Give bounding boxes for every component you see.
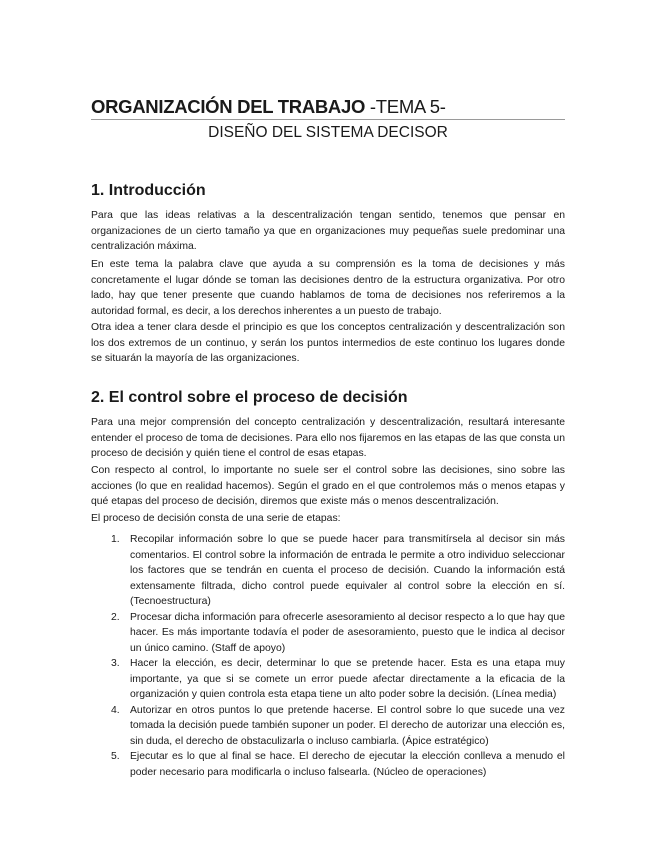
section-1-paragraph-2: En este tema la palabra clave que ayuda a su comprensión es la toma de decisiones y más concretamente el lugar dónde se toman las decisiones dentro de la estructura organizativa. Por otro lado, hay que tener presente que cuando hablamos de toma de decisiones nos referiremos a la autoridad formal, es decir, a los derechos inherentes a un puesto de trabajo. [91, 259, 565, 317]
document-title [91, 96, 565, 120]
list-item [91, 532, 565, 610]
list-item [91, 703, 565, 750]
list-item [91, 656, 565, 703]
section-1-paragraph-3: Otra idea a tener clara desde el principio es que los conceptos centralización y descentralización son los dos extremos de un continuo, y serán los puntos intermedios de este continuo los lugares donde se situarán la mayoría de las organizaciones. [91, 322, 565, 364]
list-item-number: 5. [111, 751, 120, 762]
section-1-paragraph-1: Para que las ideas relativas a la descentralización tengan sentido, tenemos que pensar en organizaciones de un cierto tamaño ya que en organizaciones muy pequeñas suele predominar una centralización máxima. [91, 210, 565, 252]
list-item-text: Recopilar información sobre lo que se puede hacer para transmitírsela al decisor sin más comentarios. El control sobre la información de entrada le permite a otro individuo seleccionar los factores que se tendrán en cuenta el proceso de decisión. Cuando la información está extensamente filtrada, dicho control puede equivaler al control sobre la elección en sí. (Tecnoestructura) [130, 534, 565, 607]
list-item-number: 4. [111, 704, 120, 716]
list-item-number: 2. [111, 611, 120, 623]
section-1-heading: 1. Introducción [91, 182, 206, 199]
decision-steps-list [91, 532, 565, 780]
title-bold: ORGANIZACIÓN DEL TRABAJO [91, 96, 366, 117]
list-item-text: Hacer la elección, es decir, determinar lo que se pretende hacer. Esta es una etapa muy importante, ya que si se comete un error puede afectar directamente a la eficacia de la organización y quien controla esta etapa tiene un alto poder sobre la decisión. (Línea media) [130, 658, 565, 700]
list-item-text: Procesar dicha información para ofrecerle asesoramiento al decisor respecto a lo que hay que hacer. Es más importante todavía el poder de asesoramiento, puesto que le indica al decisor un único camino. (Staff de apoyo) [130, 611, 565, 654]
document-subtitle: DISEÑO DEL SISTEMA DECISOR [208, 124, 448, 141]
list-item-number: 3. [111, 658, 120, 669]
list-item [91, 610, 565, 657]
list-item [91, 749, 565, 780]
list-item-text: Autorizar en otros puntos lo que pretende hacerse. El control sobre lo que sucede una vez tomada la decisión puede también suponer un poder. El derecho de autorizar una elección es, sin duda, el derecho de obstaculizarla o incluso cambiarla. (Ápice estratégico) [130, 704, 565, 747]
section-2-heading: 2. El control sobre el proceso de decisión [91, 389, 408, 406]
list-item-number: 1. [111, 534, 120, 545]
section-2-paragraph-1: Para una mejor comprensión del concepto centralización y descentralización, resultará interesante entender el proceso de toma de decisiones. Para ello nos fijaremos en las etapas de las que consta un proceso de decisión y quién tiene el control de esas etapas. [91, 417, 565, 459]
section-2-paragraph-3: El proceso de decisión consta de una serie de etapas: [91, 513, 341, 524]
title-suffix: -TEMA 5- [365, 96, 446, 117]
section-2-paragraph-2: Con respecto al control, lo importante no suele ser el control sobre las decisiones, sino sobre las acciones (lo que en realidad hacemos). Según el grado en el que controlemos más o menos etapas y qué etapas del proceso de decisión, diremos que existe más o menos descentralización. [91, 465, 565, 507]
list-item-text: Ejecutar es lo que al final se hace. El derecho de ejecutar la elección conlleva a menudo el poder necesario para modificarla o incluso falsearla. (Núcleo de operaciones) [130, 751, 565, 778]
